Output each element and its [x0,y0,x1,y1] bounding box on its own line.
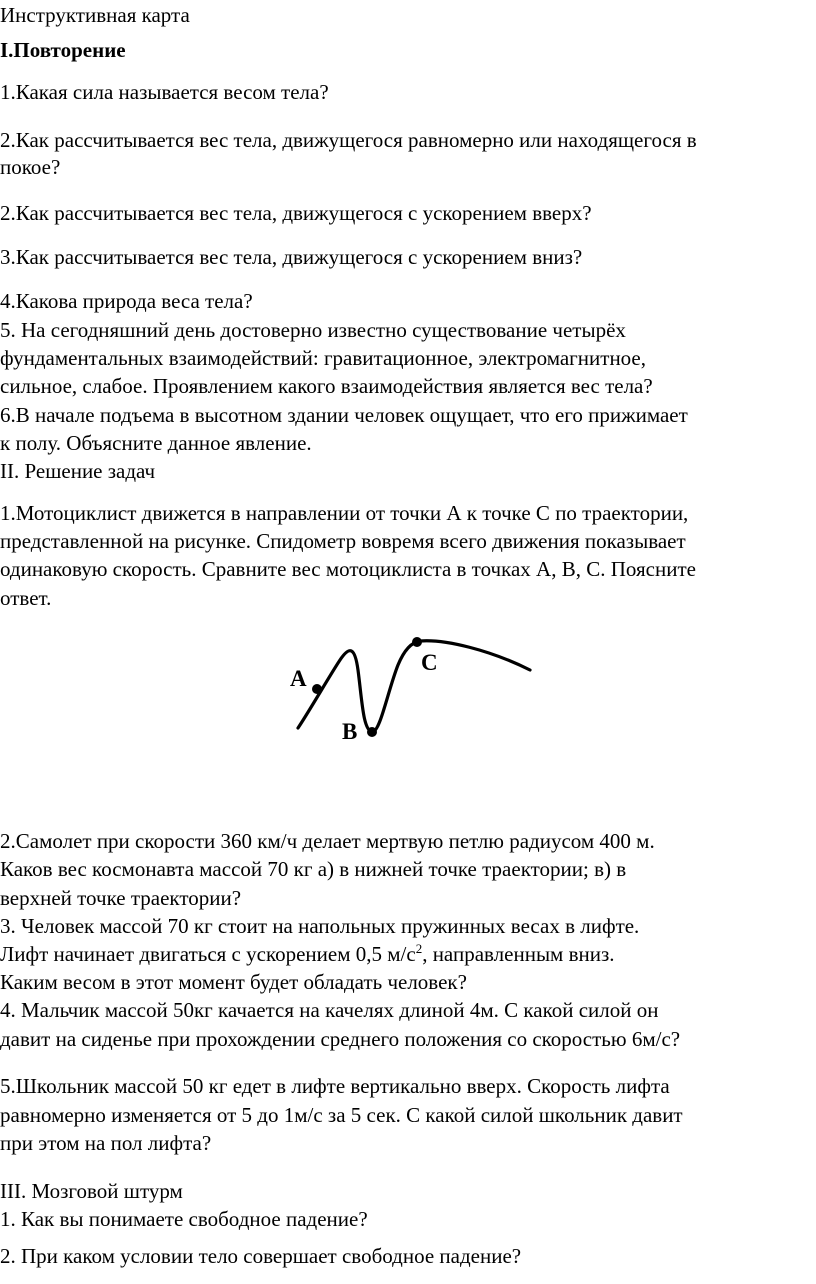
point-c-label: C [421,650,438,675]
review-question-7-line-2: к полу. Объясните данное явление. [0,431,312,455]
point-b-marker [367,727,377,737]
problem-5-line-2: равномерно изменяется от 5 до 1м/с за 5 сек. С какой силой школьник давит [0,1103,683,1127]
review-question-6-line-2: фундаментальных взаимодействий: гравитационное, электромагнитное, [0,346,647,370]
problem-3-line-2-start: Лифт начинает двигаться с ускорением 0,5 м/с [0,942,416,966]
review-question-6-line-3: сильное, слабое. Проявлением какого взаимодействия является вес тела? [0,374,653,398]
problem-2-line-1: 2.Самолет при скорости 360 км/ч делает мертвую петлю радиусом 400 м. [0,829,655,853]
problem-3-line-2 [0,942,615,967]
problem-2-line-3: верхней точке траектории? [0,886,242,910]
problem-3-line-2-end: , направленным вниз. [422,942,615,966]
review-question-2-line-2: покое? [0,155,61,179]
review-question-7-line-1: 6.В начале подъема в высотном здании человек ощущает, что его прижимает [0,403,688,427]
review-question-1: 1.Какая сила называется весом тела? [0,80,329,104]
problem-5-line-3: при этом на пол лифта? [0,1131,212,1155]
brainstorm-question-2: 2. При каком условии тело совершает свободное падение? [0,1244,522,1268]
point-b-label: B [342,719,358,744]
problem-1-line-4: ответ. [0,586,52,610]
section-heading-review: I.Повторение [0,38,126,62]
review-question-2-line-1: 2.Как рассчитывается вес тела, движущегося равномерно или находящегося в [0,128,697,152]
problem-1-line-3: одинаковую скорость. Сравните вес мотоциклиста в точках А, В, С. Поясните [0,557,696,581]
problem-5-line-1: 5.Школьник массой 50 кг едет в лифте вертикально вверх. Скорость лифта [0,1074,670,1098]
review-question-4: 3.Как рассчитывается вес тела, движущегося с ускорением вниз? [0,245,583,269]
point-a-label: A [290,666,307,691]
problem-4-line-1: 4. Мальчик массой 50кг качается на качелях длиной 4м. С какой силой он [0,998,659,1022]
review-question-5: 4.Какова природа веса тела? [0,289,253,313]
document-title: Инструктивная карта [0,3,190,27]
problem-1-line-2: представленной на рисунке. Спидометр вовремя всего движения показывает [0,529,686,553]
review-question-3: 2.Как рассчитывается вес тела, движущегося с ускорением вверх? [0,201,592,225]
review-question-6-line-1: 5. На сегодняшний день достоверно известно существование четырёх [0,318,626,342]
trajectory-curve [298,641,530,732]
section-heading-problems: II. Решение задач [0,459,156,483]
problem-1-line-1: 1.Мотоциклист движется в направлении от точки А к точке С по траектории, [0,501,689,525]
problem-2-line-2: Каков вес космонавта массой 70 кг а) в нижней точке траектории; в) в [0,857,627,881]
problem-3-line-3: Каким весом в этот момент будет обладать человек? [0,970,467,994]
section-heading-brainstorm: III. Мозговой штурм [0,1179,183,1203]
point-c-marker [412,637,422,647]
problem-4-line-2: давит на сиденье при прохождении среднего положения со скоростью 6м/с? [0,1027,681,1051]
problem-3-exponent: 2 [415,941,423,956]
brainstorm-question-1: 1. Как вы понимаете свободное падение? [0,1207,368,1231]
point-a-marker [312,684,322,694]
problem-3-line-1: 3. Человек массой 70 кг стоит на напольных пружинных весах в лифте. [0,914,640,938]
trajectory-figure [280,630,540,760]
